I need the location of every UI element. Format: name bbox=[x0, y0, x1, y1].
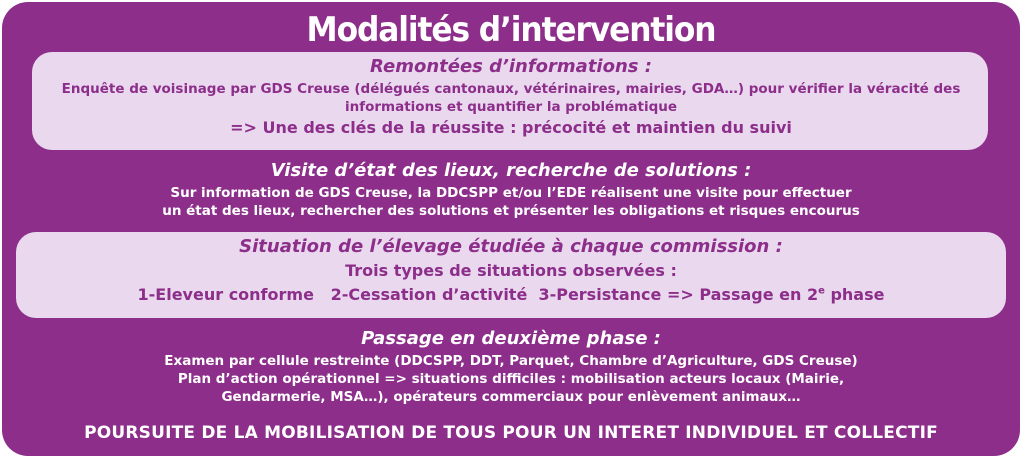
situation-type-3 bbox=[538, 285, 884, 304]
remontees-heading: Remontées d’informations : bbox=[370, 56, 652, 77]
situation-type-1: 1-Eleveur conforme bbox=[137, 285, 314, 304]
page-title: Modalités d’intervention bbox=[306, 10, 716, 50]
footer-slogan: POURSUITE DE LA MOBILISATION DE TOUS POUR UN INTERET INDIVIDUEL ET COLLECTIF bbox=[84, 423, 938, 443]
situation-subheading: Trois types de situations observées : bbox=[345, 261, 677, 280]
situation-type-3-end: phase bbox=[824, 285, 885, 304]
remontees-line-2: informations et quantifier la problématique bbox=[345, 99, 677, 115]
visite-heading: Visite d’état des lieux, recherche de solutions : bbox=[270, 160, 752, 181]
situation-type-2: 2-Cessation d’activité bbox=[330, 285, 528, 304]
remontees-section bbox=[2, 56, 1020, 139]
deuxieme-section bbox=[2, 328, 1020, 406]
deuxieme-heading: Passage en deuxième phase : bbox=[361, 328, 661, 349]
situation-section bbox=[2, 236, 1020, 306]
visite-section bbox=[2, 160, 1020, 220]
deuxieme-line-1: Examen par cellule restreinte (DDCSPP, DDT, Parquet, Chambre d’Agriculture, GDS Creuse) bbox=[164, 353, 858, 369]
deuxieme-line-3: Gendarmerie, MSA…), opérateurs commerciaux pour enlèvement animaux… bbox=[221, 389, 801, 405]
remontees-line-1: Enquête de voisinage par GDS Creuse (délégués cantonaux, vétérinaires, mairies, GDA…) pour vérifier la véracité des bbox=[61, 81, 961, 97]
situation-types-row bbox=[2, 284, 1020, 306]
situation-heading: Situation de l’élevage étudiée à chaque commission : bbox=[239, 236, 783, 257]
situation-type-3-text: 3-Persistance => Passage en 2 bbox=[538, 285, 819, 304]
visite-line-1: Sur information de GDS Creuse, la DDCSPP et/ou l’EDE réalisent une visite pour effectuer bbox=[170, 185, 852, 201]
content-panel bbox=[2, 2, 1020, 456]
remontees-key-point: => Une des clés de la réussite : précocité et maintien du suivi bbox=[230, 118, 792, 137]
deuxieme-line-2: Plan d’action opérationnel => situations difficiles : mobilisation acteurs locaux (Mairie, bbox=[177, 371, 845, 387]
situation-type-3-superscript: e bbox=[818, 285, 825, 297]
visite-line-2: un état des lieux, rechercher des solutions et présenter les obligations et risques encourus bbox=[162, 203, 860, 219]
